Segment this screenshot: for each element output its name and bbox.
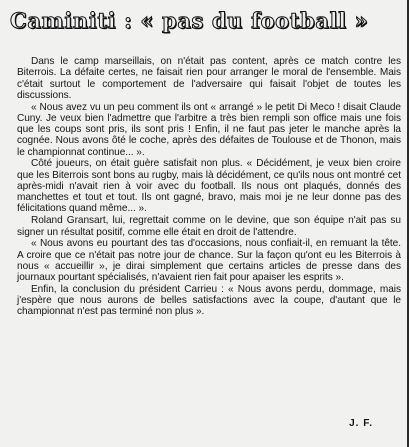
article-body bbox=[17, 56, 401, 318]
headline: Caminiti : « pas du football » bbox=[10, 8, 369, 33]
article-paragraph: « Nous avez vu un peu comment ils ont « arrangé » le petit Di Meco ! disait Claude Cuny. Je veux bien l'admettre que l'arbitre a très bien rempli son office mais une fois que les coups sont pris, ils sont pris ! Enfin, il ne faut pas jeter le manche après la cognée. Nous avons ôté le coche, après des défaites de Toulouse et de Thonon, mais le championnat continue... ». bbox=[17, 101, 401, 158]
article-paragraph: Côté joueurs, on était guère satisfait non plus. « Décidément, je veux bien croire que les Biterrois sont bons au rugby, mais là décidément, ce qu'ils nous ont montré cet après-midi n'avait rien à voir avec du football. Ils nous ont plaqués, donnés des manchettes et tout et tout. Ils ont gagné, bravo, mais moi je ne leur donne pas des félicitations quand même... ». bbox=[17, 158, 401, 215]
author-signature: J. F. bbox=[349, 418, 373, 429]
article-paragraph: « Nous avons eu pourtant des tas d'occasions, nous confiait-il, en remuant la tête. A croire que ce n'était pas notre jour de chance. Sur la façon qu'ont eu les Biterrois à nous « accueillir », je dirai simplement que certains articles de presse dans des journaux pourtant spécialisés, n'avaient rien fait pour apaiser les esprits ». bbox=[17, 238, 401, 284]
article-paragraph: Dans le camp marseillais, on n'était pas content, après ce match contre les Biterrois. La défaite certes, ne faisait rien pour arranger le moral de l'ensemble. Mais c'était surtout le comportement de l'adversaire qui faisait l'objet de toutes les discussions. bbox=[17, 56, 401, 101]
article-paragraph: Roland Gransart, lui, regrettait comme on le devine, que son équipe n'ait pas su signer un résultat positif, comme elle était en droit de l'attendre. bbox=[17, 215, 401, 238]
article-paragraph: Enfin, la conclusion du président Carrieu : « Nous avons perdu, dommage, mais j'espère que nous aurons de belles satisfactions avec la coupe, d'autant que le championnat n'est pas terminé non plus ». bbox=[17, 283, 401, 318]
